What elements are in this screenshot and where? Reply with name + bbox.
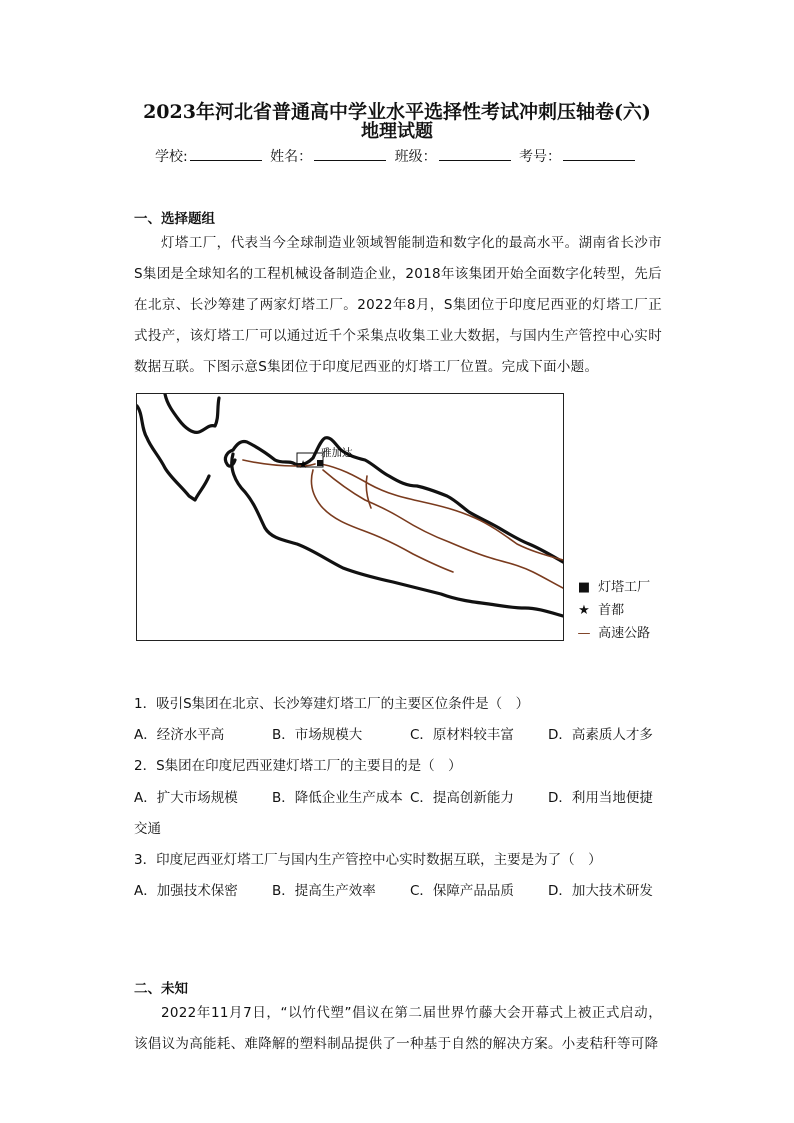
question-1-options (134, 723, 674, 743)
page-title: 2023年河北省普通高中学业水平选择性考试冲刺压轴卷(六) (143, 101, 651, 123)
name-label: 姓名： (270, 149, 313, 165)
class-label: 班级： (394, 149, 437, 165)
q1-option-c[interactable]: C．原材料较丰富 (410, 727, 514, 743)
q1-option-b[interactable]: B．市场规模大 (272, 727, 363, 743)
legend-highway (574, 622, 650, 641)
class-blank[interactable] (439, 148, 511, 161)
exam-number-blank[interactable] (563, 148, 635, 161)
section-heading-1: 一、选择题组 (134, 211, 215, 227)
java-north-coast (233, 438, 563, 562)
q3-option-c[interactable]: C．保障产品品质 (410, 883, 514, 899)
school-label: 学校: (154, 149, 188, 165)
highway-south (311, 470, 453, 572)
section1-passage: 灯塔工厂，代表当今全球制造业领域智能制造和数字化的最高水平。湖南省长沙市S集团是全球知名的工程机械设备制造企业，2018年该集团开始全面数字化转型，先后在北京、长沙筹建了两家灯塔工厂。2022年8月，S集团位于印度尼西亚的灯塔工厂正式投产，该灯塔工厂可以通过近千个采集点收集工业大数据，与国内生产管控中心实时数据互联。下图示意S集团位于印度尼西亚的灯塔工厂位置。完成下面小题。 (134, 235, 662, 375)
legend-factory (574, 576, 650, 595)
question-1-stem: 1．吸引S集团在北京、长沙筹建灯塔工厂的主要区位条件是（ ） (134, 696, 530, 712)
q1-option-a[interactable]: A．经济水平高 (134, 727, 225, 743)
line-icon: — (577, 626, 591, 641)
q2-option-c[interactable]: C．提高创新能力 (410, 790, 514, 806)
question-2-options (134, 786, 674, 806)
q2-option-d[interactable]: D．利用当地便捷 (548, 790, 653, 806)
legend-capital (574, 599, 624, 618)
exam-number-label: 考号： (519, 149, 562, 165)
square-icon: ■ (577, 580, 591, 595)
highways (243, 460, 563, 588)
city-label-jakarta: 雅加达 (321, 447, 353, 459)
legend-factory-label: 灯塔工厂 (598, 580, 651, 595)
legend-highway-label: 高速公路 (598, 626, 651, 641)
question-2-stem: 2．S集团在印度尼西亚建灯塔工厂的主要目的是（ ） (134, 758, 462, 774)
factory-marker-icon (317, 460, 323, 466)
q2-option-a[interactable]: A．扩大市场规模 (134, 790, 238, 806)
question-3-options (134, 879, 674, 899)
capital-star-icon: ★ (298, 458, 308, 471)
page-subtitle: 地理试题 (361, 121, 433, 142)
student-info-line (0, 146, 794, 166)
map-figure (137, 394, 563, 640)
sumatra-coast (137, 406, 209, 500)
section2-passage: 2022年11月7日，“以竹代塑”倡议在第二届世界竹藤大会开幕式上被正式启动，该倡议为高能耗、难降解的塑料制品提供了一种基于自然的解决方案。小麦秸秆等可降 (134, 1005, 662, 1052)
school-blank[interactable] (190, 148, 262, 161)
indonesia-map (136, 393, 564, 641)
q3-option-d[interactable]: D．加大技术研发 (548, 883, 653, 899)
q3-option-b[interactable]: B．提高生产效率 (272, 883, 376, 899)
name-blank[interactable] (314, 148, 386, 161)
legend-capital-label: 首都 (598, 603, 625, 618)
highway-link (366, 476, 371, 508)
star-icon: ★ (578, 603, 590, 618)
highway-north (321, 464, 563, 560)
q3-option-a[interactable]: A．加强技术保密 (134, 883, 238, 899)
question-3-stem: 3．印度尼西亚灯塔工厂与国内生产管控中心实时数据互联，主要是为了（ ） (134, 852, 602, 868)
q2-option-b[interactable]: B．降低企业生产成本 (272, 790, 403, 806)
q2-option-d-wrap: 交通 (134, 821, 161, 837)
sumatra-coast-north (165, 394, 219, 432)
section-heading-2: 二、未知 (134, 981, 188, 997)
q1-option-d[interactable]: D．高素质人才多 (548, 727, 653, 743)
